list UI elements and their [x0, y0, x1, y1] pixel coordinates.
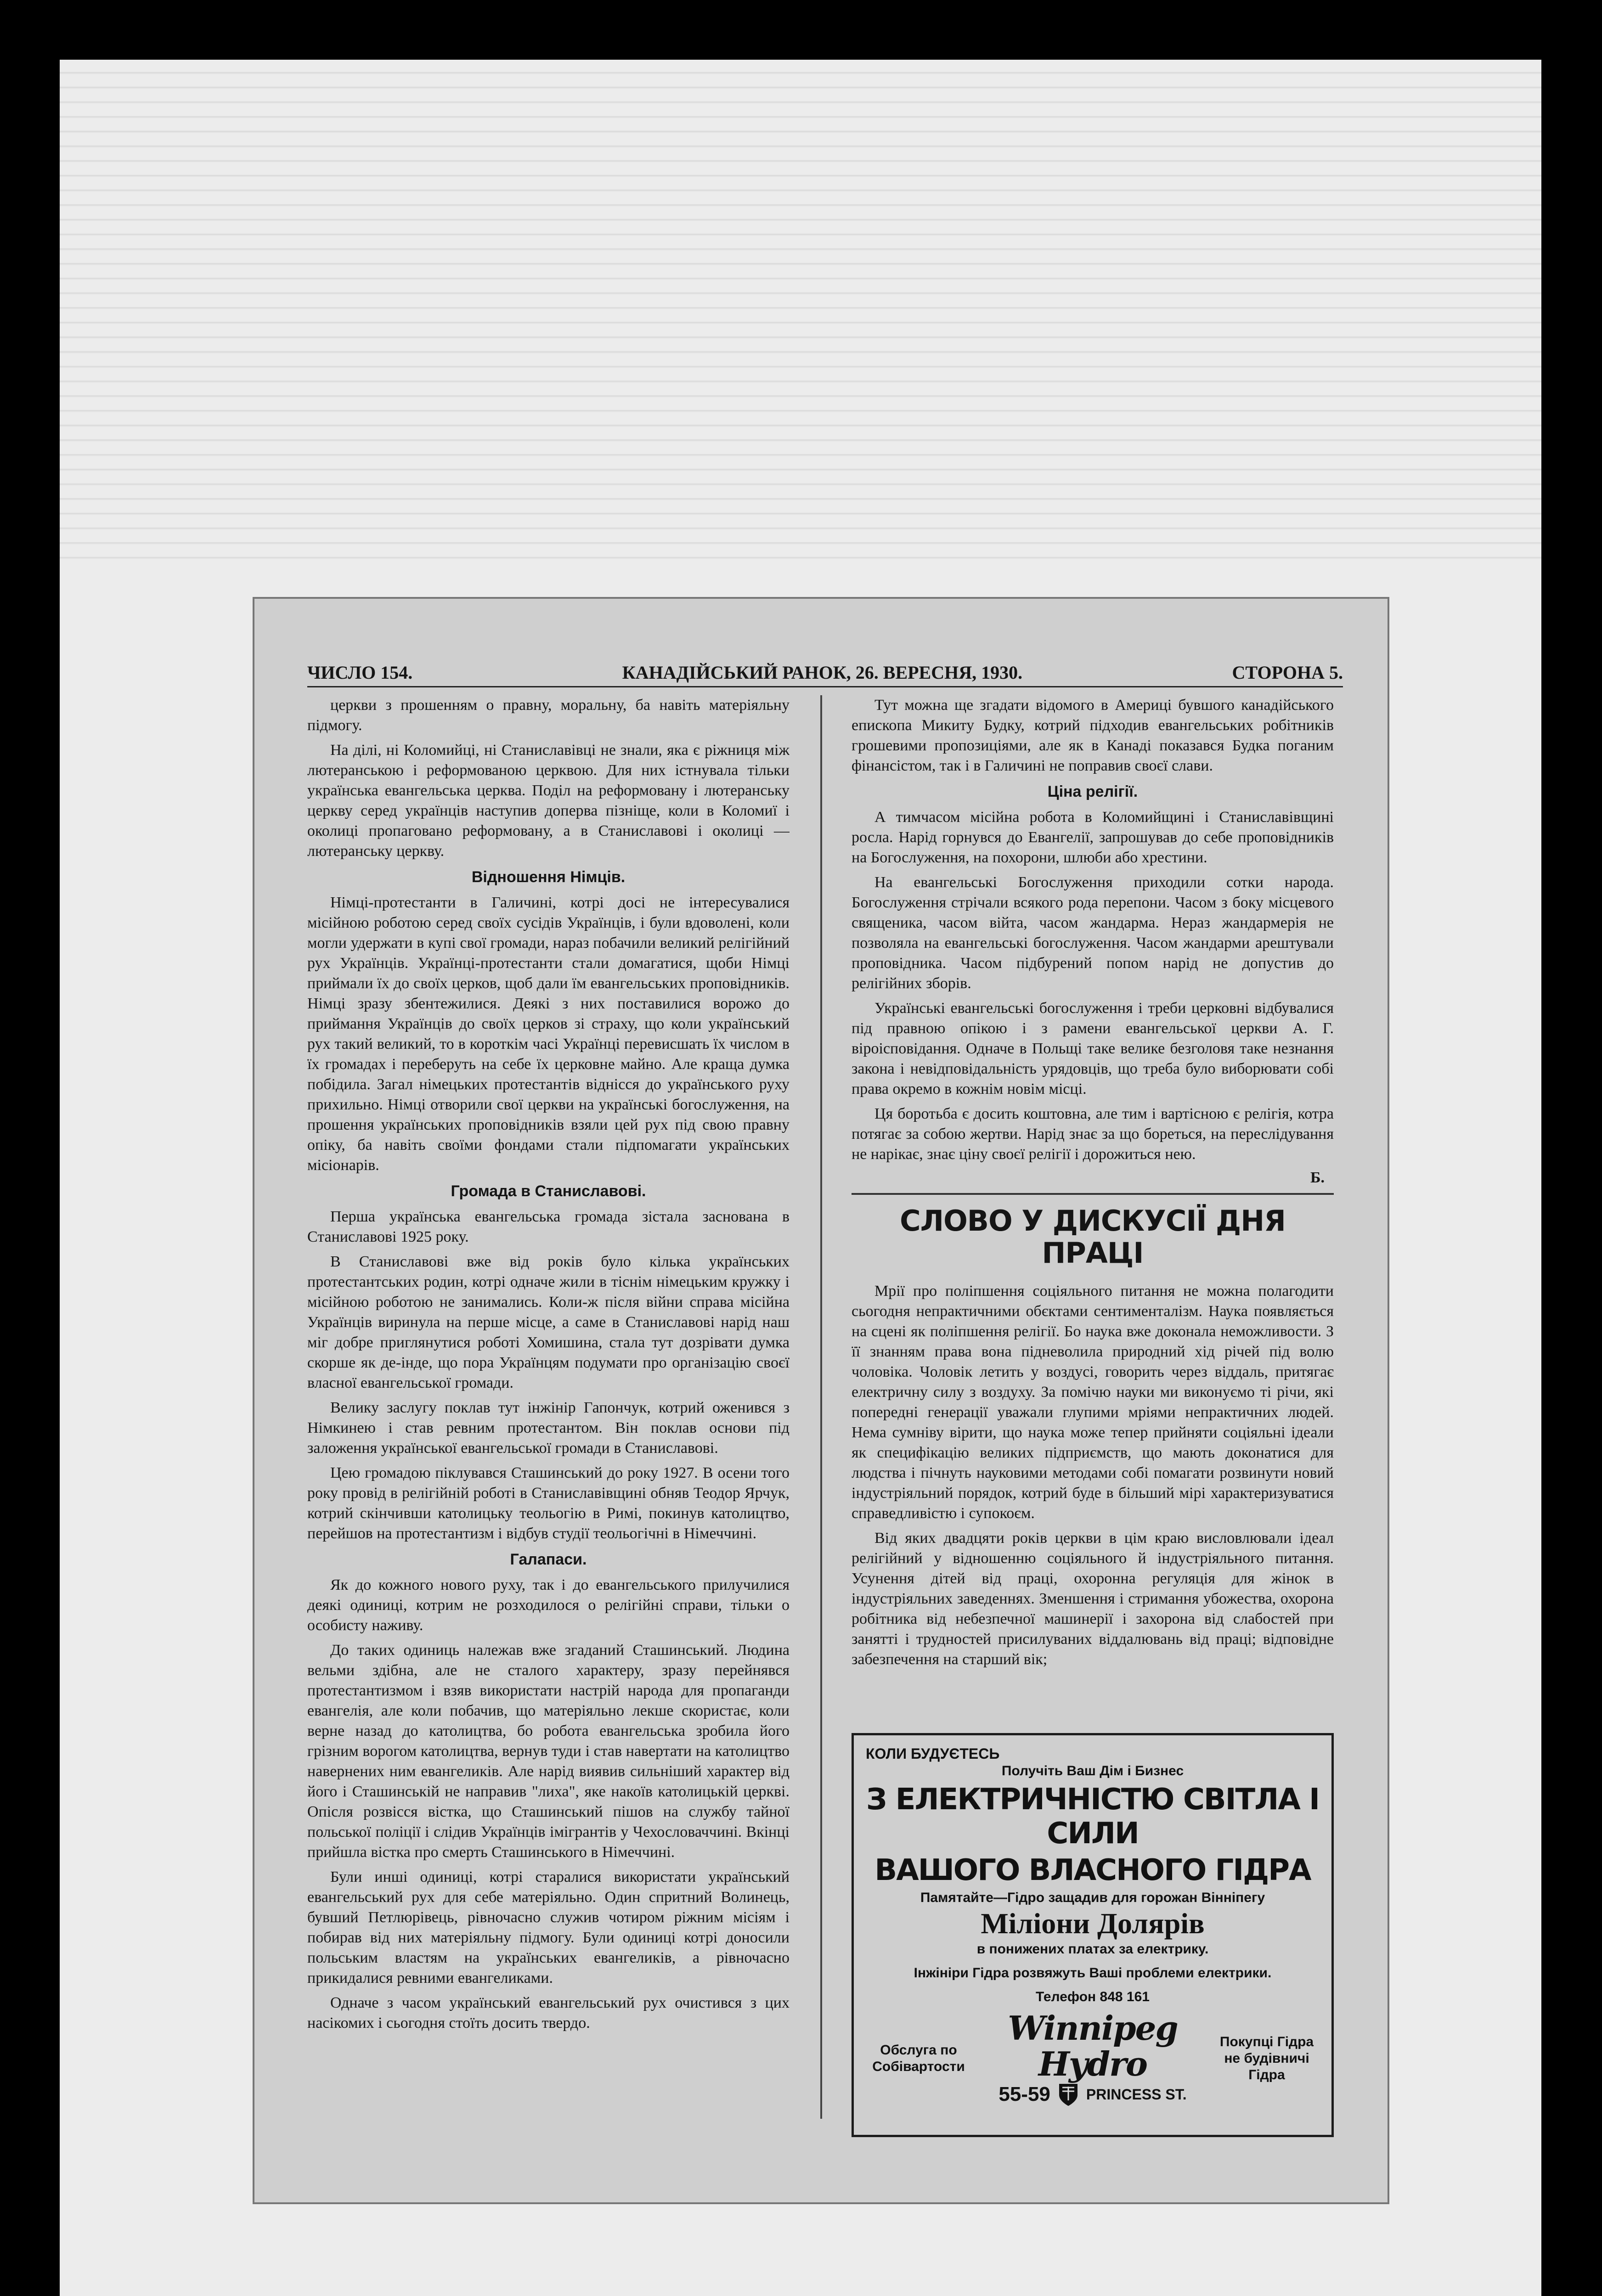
ad-phone: Телефон 848 161 — [1036, 1989, 1150, 2004]
article-paragraph: До таких одиниць належав вже згаданий Сташинський. Людина вельми здібна, але не сталого характеру, зразу перейнявся протестантизмом і взяв використати настрій народа для пропаганди евангелія, але коли побачив, що матеріяльно лекше скористає, коли верне назад до католицтва, бо робота евангельська зробила його грізним ворогом католицтва, вернув туди і став навертати на католицтво навернених ним евангеликів. Але нарід виявив сильніший характер від його і Сташинській не направив "лиха", яке накоїв католицькій церкві. Опісля розвісся вістка, що Сташинський пішов на службу тайної польської поліції і слідив Українців імігрантів у Чехословаччині. Вкінці прийшла вістка про смерть Сташинського в Німеччині. — [307, 1642, 790, 1861]
author-signature: Б. — [1310, 1169, 1325, 1186]
article-paragraph: церкви з прошенням о правну, моральну, ба навіть матеріяльну підмогу. — [307, 697, 790, 734]
winnipeg-hydro-logo — [973, 2010, 1212, 2107]
ad-right-side: Покупці Гідра не будівничі Гідра — [1219, 2034, 1314, 2082]
article-paragraph: Цею громадою піклувався Сташинський до року 1927. В осени того року провід в релігійній роботі в Станиславівщині обняв Теодор Ярчук, котрий скінчивши католицьку теольогію в Римі, покинув католицтво, перейшов на протестантизм і відбув студії теольогічні в Німеччині. — [307, 1464, 790, 1542]
article-paragraph: Українські евангельські богослуження і треби церковні відбувалися під правною опікою і з рамени евангельської церкви А. Г. віроісповідання. Одначе в Польщі таке велике безголовя таке незнання закона і невідповідальність урядовців, що треба було виборювати собі права окремо в кожнім новім місці. — [852, 1000, 1334, 1097]
article-paragraph: Мрії про поліпшення соціяльного питання не можна полагодити сьогодня непрактичними обєктами сентименталізм. Наука появляється на сцені як поліпшення релігії. Бо наука вже доконала неможливости. З її знанням права вона підневолила природний хід річей під волю чоловіка. Чоловік летить у воздусі, говорить через віддаль, притягає електричну силу з воздуху. За помічю науки ми виконуємо ті річи, які попередні генерації уважали глупими мріями непрактичних людей. Нема сумніву вірити, що наука може тепер прийняти соціяльні ідеали як специфікацію великих підприємств, що мають доконатися для людства і пічнуть науковими методами собі помагати розвинути новий індустріяльний порядок, котрий буде в більший мірі характеризуватися справедливістю і супокоєм. — [852, 1283, 1334, 1522]
section-heading: Галапаси. — [510, 1551, 587, 1568]
article-paragraph: Від яких двадцяти років церкви в цім краю висловлювали ідеал релігійний у відношенню соціяльного й індустріяльного питання. Усунення дітей від праці, охоронна регуляція для жінок в індустріяльних заведеннях. Зменшення і стримання убожества, охорона робітника від небезпечної машинерії і захорона від слабостей при занятті і трудностей присилуваних віддалювань від праці; відповідне забезпечення на старший вік; — [852, 1530, 1334, 1668]
article-paragraph: В Станиславові вже від років було кілька українських протестантських родин, котрі одначе жили в тіснім німецьким кружку і місійною роботою не занимались. Коли-ж після війни справа місійна Українців виринула на перше місце, а саме в Станиславові нарід наш міг добре приглянутися роботі Хомишина, стала тут дозрівати думка скорше як де-інде, що пора Українцям подумати про організацію своєї власної евангельської громади. — [307, 1253, 790, 1391]
article-paragraph: Перша українська евангельська громада зістала заснована в Станиславові 1925 року. — [307, 1208, 790, 1245]
ad-headline-1: З ЕЛЕКТРИЧНІСТЮ СВІТЛА І СИЛИ — [866, 1783, 1319, 1851]
article-paragraph: Одначе з часом український евангельський рух очистився з цих насікомих і сьогодня стоїть досить твердо. — [307, 1994, 790, 2032]
article-paragraph: Як до кожного нового руху, так і до евангельського прилучилися деякі одиниці, котрим не розходилося о релігійні справи, тільки о особисту наживу. — [307, 1576, 790, 1634]
address-number: 55-59 — [998, 2083, 1050, 2105]
ad-address — [973, 2082, 1212, 2107]
address-street: PRINCESS ST. — [1086, 2086, 1187, 2103]
ad-intro: КОЛИ БУДУЄТЕСЬ — [866, 1745, 1000, 1762]
logo-text: Winnipeg Hydro — [1008, 2009, 1178, 2083]
article-paragraph: Велику заслугу поклав тут інжінір Гапончук, котрий оженився з Німкинею і став ревним протестантом. Він поклав основи під заложення української евангельської громади в Станиславові. — [307, 1399, 790, 1457]
column-divider — [820, 695, 822, 2119]
article-paragraph: Були инші одиниці, котрі старалися використати український евангельський рух для себе матеріяльно. Один спритний Волинець, бувший Петлюрівець, рівночасно служив чотиром ріжним місіям і побирав від них матеріяльну підмогу. Були одиниці котрі доносили польським властям на українських евангеликів, а рівночасно прикидалися ревними евангеликами. — [307, 1868, 790, 1986]
section-rule — [852, 1193, 1334, 1195]
article-paragraph: А тимчасом місійна робота в Коломийщині і Станиславівщині росла. Нарід горнувся до Евангелії, запрошував до себе проповідників на Богослуження, на похорони, шлюби або хрестини. — [852, 809, 1334, 866]
issue-number: ЧИСЛО 154. — [307, 662, 413, 683]
page-number: СТОРОНА 5. — [1232, 662, 1343, 683]
section-heading: Ціна релігії. — [1047, 783, 1138, 800]
section-heading: Громада в Станиславові. — [451, 1182, 646, 1200]
article-paragraph: На ділі, ні Коломийці, ні Станиславівці не знали, яка є ріжниця між лютеранською і реформованою церквою. Для них істнувала тільки українська евангельська церква. Поділ на реформовану і лютеранську церкву серед українців наступив доперва пізніще, коли в Коломиї і околиці пропаговано реформовану, а в Станиславові і околиці — лютеранську церкву. — [307, 742, 790, 860]
article-paragraph: На евангельські Богослуження приходили сотки народа. Богослуження стрічали всякого рода перепони. Часом з боку місцевого священика, часом війта, часом жандарма. Нераз жандармерія не позволяла на евангельські богослуження. Часом жандарми арештували проповідника. Часом підбурений попом нарід не допустив до релігійних зборів. — [852, 874, 1334, 992]
ad-headline-2: ВАШОГО ВЛАСНОГО ГІДРА — [874, 1853, 1311, 1887]
masthead: КАНАДІЙСЬКИЙ РАНОК, 26. ВЕРЕСНЯ, 1930. — [622, 662, 1023, 683]
ad-line-1: Получіть Ваш Дім і Бизнес — [1001, 1763, 1184, 1778]
advertisement-winnipeg-hydro — [852, 1733, 1334, 2137]
ad-line-4: Інжініри Гідра розвяжуть Ваші проблеми електрики. — [914, 1965, 1272, 1981]
ad-line-2: Памятайте—Гідро защадив для горожан Вінніпегу — [920, 1890, 1265, 1905]
ad-millions: Міліони Долярів — [981, 1907, 1205, 1940]
article-paragraph: Ця боротьба є досить коштовна, але тим і вартісною є релігія, котра потягає за собою жертви. Нарід знає за що бореться, на переслідування не нарікає, знає ціну своєї релігії і дорожиться нею. — [852, 1105, 1334, 1163]
ad-bottom-row — [866, 2010, 1320, 2107]
ad-line-3: в понижених платах за електрику. — [976, 1941, 1209, 1957]
film-scratches — [60, 60, 1541, 565]
section-heading: Відношення Німців. — [471, 868, 626, 886]
page-header — [307, 658, 1343, 687]
article-title: СЛОВО У ДИСКУСІЇ ДНЯ ПРАЦІ — [900, 1204, 1286, 1270]
article-paragraph: Німці-протестанти в Галичині, котрі досі не інтересувалися місійною роботою серед своїх сусідів Українців, і були вдоволені, коли могли удержати в купі свої громади, нараз побачили великий релігійний рух Українців. Українці-протестанти стали домагатися, щоби Німці приймали їх до своїх церков, щоб дали їм евангельських проповідників. Німці зразу збентежилися. Деякі з них поставилися ворожо до приймання Українців до своїх церков зі страху, що коли український рух такий великий, то в короткім часі Українці перевисшать їх числом в їх громадах і переберуть на себе їх церковне майно. Але краща думка побідила. Загал німецьких протестантів віднісся до українського руху прихильно. Німці отворили свої церкви на українські богослуження, на прошення українських проповідників взяли цей рух під свою правну опіку, ба навіть своїми фондами стали підпомагати українських місіонарів. — [307, 894, 790, 1174]
newspaper-page — [253, 597, 1389, 2204]
article-paragraph: Тут можна ще згадати відомого в Америці бувшого канадійського епископа Микиту Будку, котрий підходив евангельських робітників грошевими пропозиціями, але як в Канаді показався Будка поганим фінансістом, так і в Галичині не поправив своєї слави. — [852, 697, 1334, 774]
city-crest-icon — [1057, 2082, 1080, 2107]
ad-left-side: Обслуга по Собівартости — [872, 2043, 965, 2074]
left-column — [307, 695, 790, 2128]
